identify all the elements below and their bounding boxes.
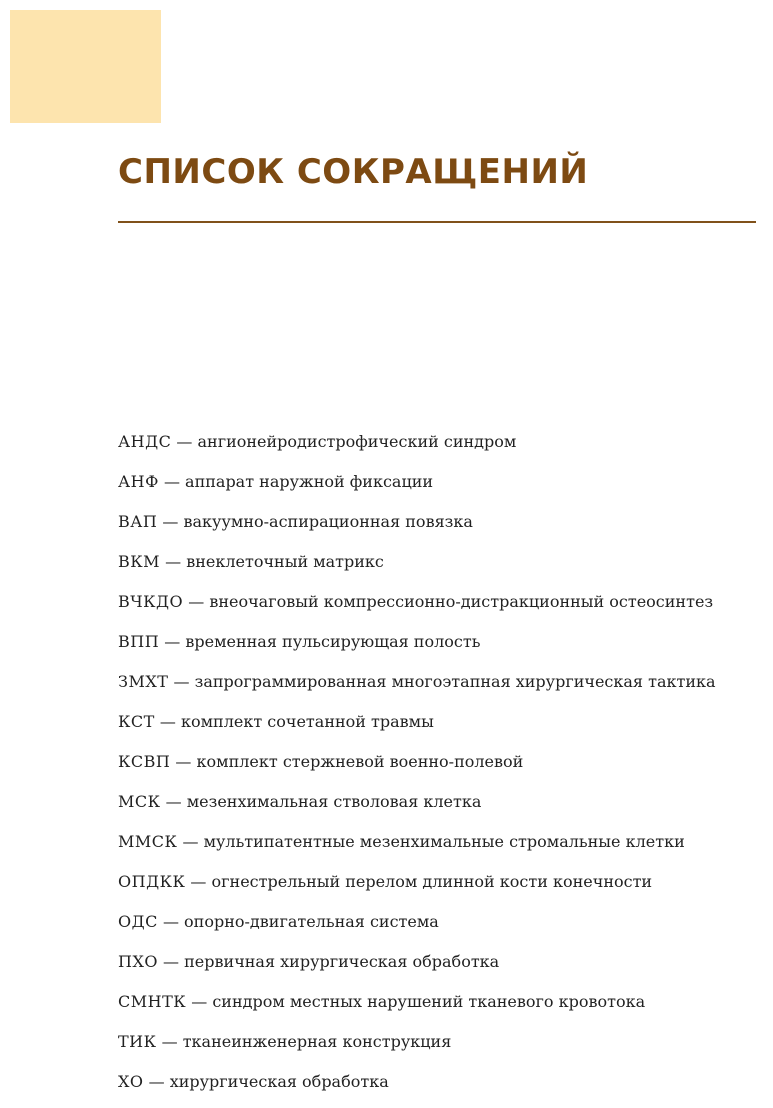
dash-separator: —	[158, 472, 186, 491]
decorative-corner-block	[10, 10, 161, 123]
abbreviation-definition: опорно-двигательная система	[184, 912, 439, 931]
dash-separator: —	[186, 992, 213, 1011]
abbreviation-term: МСК	[118, 792, 161, 811]
list-item	[118, 622, 763, 662]
abbreviation-term: АНДС	[118, 432, 172, 451]
dash-separator: —	[154, 712, 181, 731]
abbreviation-definition: огнестрельный перелом длинной кости конечности	[211, 872, 653, 891]
abbreviation-term: АНФ	[118, 472, 159, 491]
abbreviation-term: КСВП	[118, 752, 171, 771]
list-item	[118, 582, 763, 622]
abbreviation-definition: синдром местных нарушений тканевого кровотока	[212, 992, 646, 1011]
abbreviation-term: ММСК	[118, 832, 178, 851]
dash-separator: —	[185, 872, 212, 891]
abbreviation-definition: мезенхимальная стволовая клетка	[186, 792, 482, 811]
list-item	[118, 862, 763, 902]
dash-separator: —	[159, 632, 186, 651]
dash-separator: —	[143, 1072, 170, 1091]
abbreviation-definition: комплект сочетанной травмы	[180, 712, 434, 731]
abbreviation-term: ВЧКДО	[118, 592, 184, 611]
dash-separator: —	[160, 792, 187, 811]
abbreviation-definition: комплект стержневой военно-полевой	[196, 752, 524, 771]
list-item	[118, 1062, 763, 1102]
abbreviation-definition: первичная хирургическая обработка	[184, 952, 500, 971]
list-item	[118, 702, 763, 742]
dash-separator: —	[156, 1032, 183, 1051]
abbreviation-list	[118, 422, 763, 1102]
abbreviation-term: ОПДКК	[118, 872, 186, 891]
dash-separator: —	[157, 952, 185, 971]
abbreviation-term: ХО	[118, 1072, 144, 1091]
dash-separator: —	[160, 552, 187, 571]
list-item	[118, 742, 763, 782]
list-item	[118, 1022, 763, 1062]
page-title: СПИСОК СОКРАЩЕНИЙ	[118, 152, 589, 192]
abbreviation-definition: аппарат наружной фиксации	[185, 472, 434, 491]
abbreviation-definition: мультипатентные мезенхимальные стромальные клетки	[203, 832, 685, 851]
abbreviation-definition: ангионейродистрофический синдром	[197, 432, 517, 451]
list-item	[118, 502, 763, 542]
abbreviation-term: ВПП	[118, 632, 160, 651]
abbreviation-definition: внеочаговый компрессионно-дистракционный остеосинтез	[209, 592, 714, 611]
abbreviation-definition: вакуумно-аспирационная повязка	[183, 512, 473, 531]
abbreviation-term: ЗМХТ	[118, 672, 169, 691]
abbreviation-term: КСТ	[118, 712, 155, 731]
abbreviation-term: ПХО	[118, 952, 158, 971]
list-item	[118, 902, 763, 942]
dash-separator: —	[177, 832, 204, 851]
dash-separator: —	[171, 432, 198, 451]
dash-separator: —	[183, 592, 210, 611]
list-item	[118, 542, 763, 582]
abbreviation-term: ОДС	[118, 912, 158, 931]
dash-separator: —	[170, 752, 197, 771]
list-item	[118, 422, 763, 462]
list-item	[118, 822, 763, 862]
abbreviation-definition: внеклеточный матрикс	[186, 552, 384, 571]
list-item	[118, 982, 763, 1022]
list-item	[118, 662, 763, 702]
dash-separator: —	[168, 672, 195, 691]
list-item	[118, 942, 763, 982]
abbreviation-term: СМНТК	[118, 992, 187, 1011]
abbreviation-definition: запрограммированная многоэтапная хирургическая тактика	[194, 672, 716, 691]
dash-separator: —	[157, 912, 185, 931]
abbreviation-definition: тканеинженерная конструкция	[182, 1032, 452, 1051]
abbreviation-term: ВАП	[118, 512, 158, 531]
dash-separator: —	[157, 512, 184, 531]
abbreviation-term: ТИК	[118, 1032, 157, 1051]
list-item	[118, 462, 763, 502]
abbreviation-definition: временная пульсирующая полость	[185, 632, 481, 651]
abbreviation-definition: хирургическая обработка	[169, 1072, 389, 1091]
title-divider	[118, 221, 756, 223]
list-item	[118, 782, 763, 822]
abbreviation-term: ВКМ	[118, 552, 161, 571]
